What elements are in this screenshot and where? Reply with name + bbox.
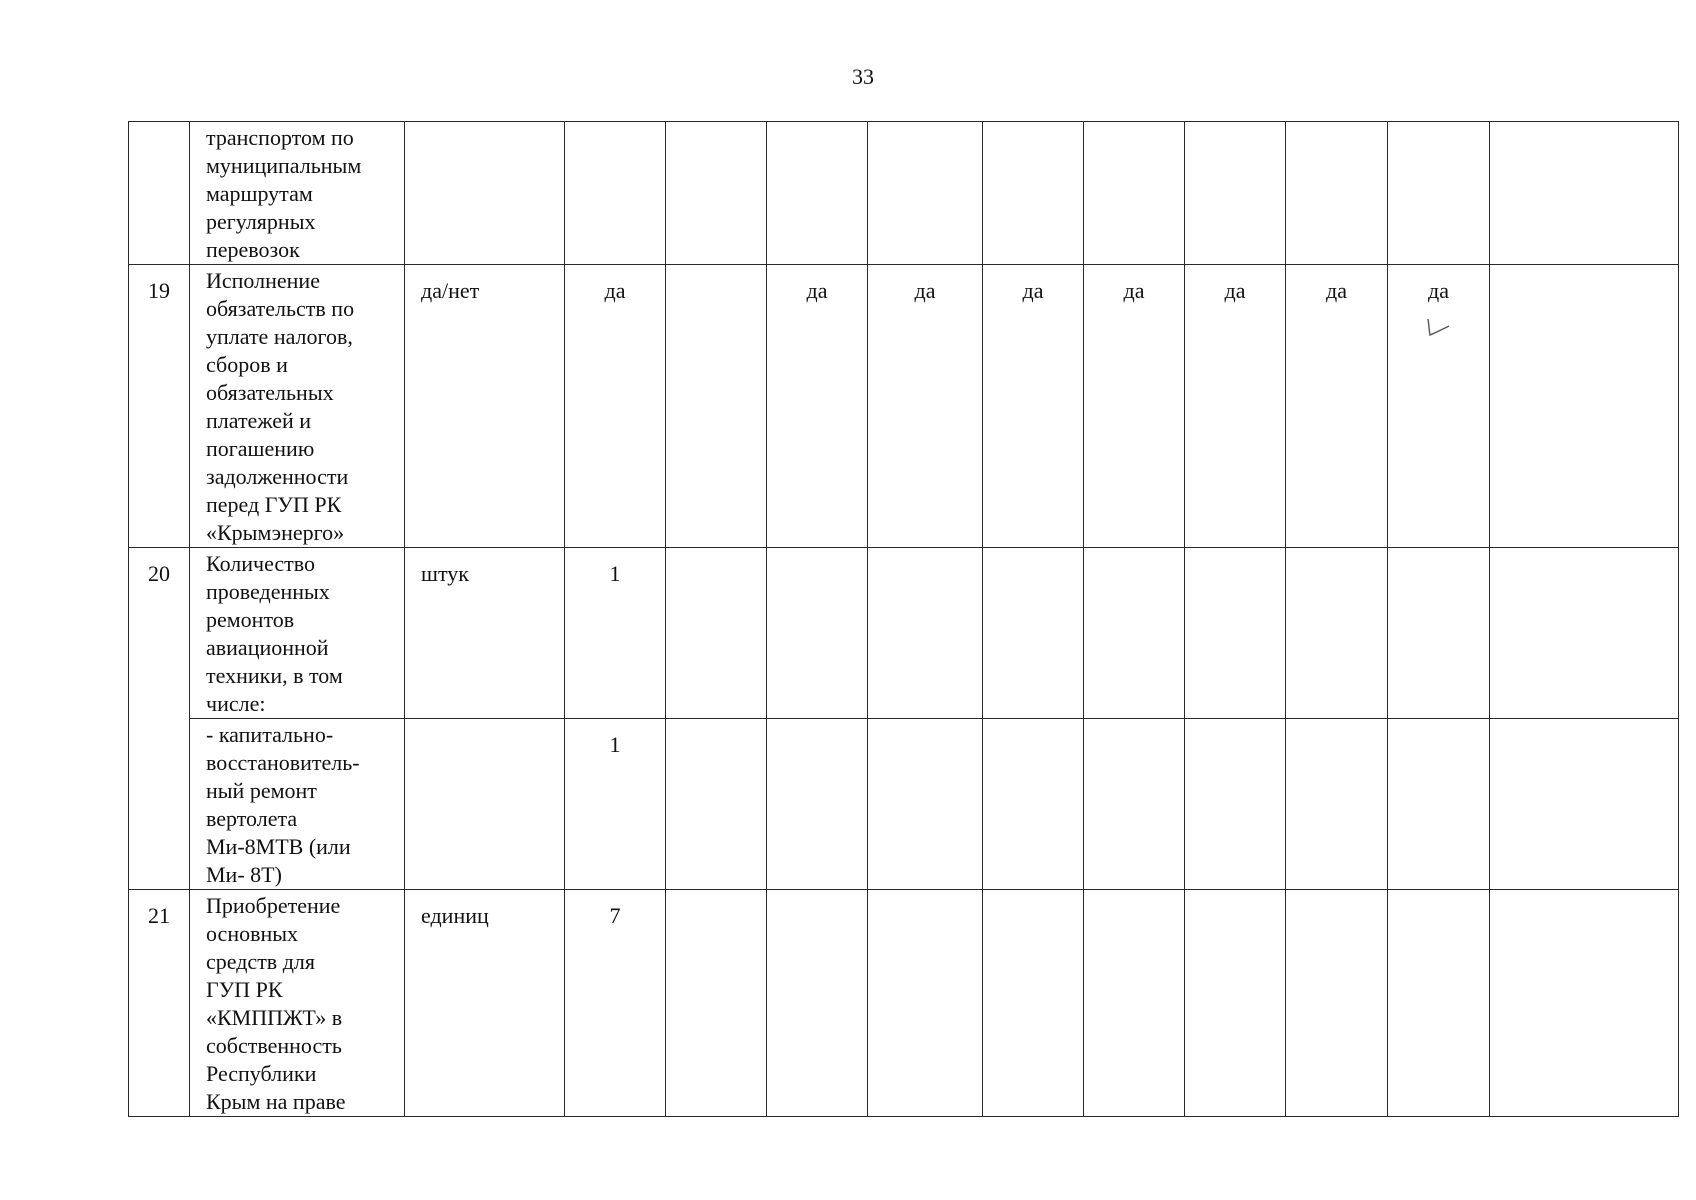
indicator-name xyxy=(190,548,405,719)
indicator-name-line: платежей и xyxy=(206,408,312,433)
value-cell: да xyxy=(1185,265,1286,548)
value-cell xyxy=(868,890,983,1117)
value-cell xyxy=(1388,548,1490,719)
indicator-name-line: ный ремонт xyxy=(206,778,317,803)
value-cell xyxy=(1388,122,1490,265)
value-cell xyxy=(1490,265,1679,548)
value-cell xyxy=(1185,719,1286,890)
indicator-name-line: перед ГУП РК xyxy=(206,492,342,517)
indicator-name-line: проведенных xyxy=(206,579,330,604)
value-cell xyxy=(767,719,868,890)
value-cell xyxy=(1084,719,1185,890)
value-cell: да xyxy=(1084,265,1185,548)
indicator-name-line: восстановитель- xyxy=(206,750,360,775)
indicator-name-line: собственность xyxy=(206,1033,342,1058)
indicator-name-line: уплате налогов, xyxy=(206,324,353,349)
value-cell xyxy=(1490,122,1679,265)
table-row xyxy=(129,719,1679,890)
unit-cell: да/нет xyxy=(405,265,565,548)
value-cell xyxy=(666,265,767,548)
indicator-name-line: «Крымэнерго» xyxy=(206,520,345,545)
indicator-name-line: Количество xyxy=(206,551,316,576)
value-cell: да xyxy=(565,265,666,548)
value-cell xyxy=(1286,122,1388,265)
indicator-name-line: основных xyxy=(206,921,299,946)
value-cell xyxy=(1286,719,1388,890)
unit-cell: единиц xyxy=(405,890,565,1117)
indicator-name-line: техники, в том xyxy=(206,663,343,688)
indicator-name-line: погашению xyxy=(206,436,315,461)
value-cell xyxy=(1084,890,1185,1117)
table-row xyxy=(129,122,1679,265)
row-number: 21 xyxy=(129,890,190,1117)
indicator-name-line: муниципальным xyxy=(206,153,362,178)
indicator-name-line: маршрутам xyxy=(206,181,313,206)
value-cell xyxy=(666,890,767,1117)
value-cell xyxy=(666,548,767,719)
indicator-name xyxy=(190,122,405,265)
value-cell: да xyxy=(1388,265,1490,548)
value-cell xyxy=(767,890,868,1117)
value-cell xyxy=(1388,719,1490,890)
value-cell: 1 xyxy=(565,719,666,890)
value-cell xyxy=(666,122,767,265)
unit-cell xyxy=(405,719,565,890)
value-cell: 1 xyxy=(565,548,666,719)
indicator-name-line: Исполнение xyxy=(206,268,320,293)
indicator-name-line: авиационной xyxy=(206,635,329,660)
indicator-name-line: обязательств по xyxy=(206,296,355,321)
table-row xyxy=(129,548,1679,719)
indicator-name-line: транспортом по xyxy=(206,125,354,150)
value-cell xyxy=(1286,548,1388,719)
row-number: 20 xyxy=(129,548,190,890)
value-cell: да xyxy=(983,265,1084,548)
check-mark-icon xyxy=(1425,317,1453,339)
value-cell xyxy=(868,122,983,265)
value-cell xyxy=(868,719,983,890)
indicator-name-line: Крым на праве xyxy=(206,1089,346,1114)
row-number: 19 xyxy=(129,265,190,548)
value-cell xyxy=(1084,122,1185,265)
value-cell xyxy=(1185,122,1286,265)
indicator-name-line: обязательных xyxy=(206,380,334,405)
indicator-name-line: средств для xyxy=(206,949,315,974)
indicator-name-line: Приобретение xyxy=(206,893,341,918)
value-cell xyxy=(1084,548,1185,719)
value-cell xyxy=(983,890,1084,1117)
indicator-name-line: ремонтов xyxy=(206,607,295,632)
value-cell xyxy=(767,548,868,719)
indicator-name-line: вертолета xyxy=(206,806,298,831)
value-cell xyxy=(1388,890,1490,1117)
value-cell: 7 xyxy=(565,890,666,1117)
table-row xyxy=(129,890,1679,1117)
unit-cell: штук xyxy=(405,548,565,719)
indicator-name-line: ГУП РК xyxy=(206,977,283,1002)
indicator-name-line: Республики xyxy=(206,1061,317,1086)
value-cell: да xyxy=(767,265,868,548)
indicator-name-line: Ми- 8Т) xyxy=(206,862,282,887)
value-cell xyxy=(565,122,666,265)
value-cell xyxy=(1490,719,1679,890)
page-number: 33 xyxy=(852,64,874,89)
indicator-name xyxy=(190,265,405,548)
indicator-name-line: перевозок xyxy=(206,237,300,262)
unit-cell xyxy=(405,122,565,265)
indicator-name-line: задолженности xyxy=(206,464,349,489)
value-cell xyxy=(666,719,767,890)
value-cell xyxy=(767,122,868,265)
indicator-table xyxy=(128,121,1679,1117)
value-cell: да xyxy=(868,265,983,548)
table-row xyxy=(129,265,1679,548)
indicator-name xyxy=(190,890,405,1117)
indicator-name-line: «КМППЖТ» в xyxy=(206,1005,343,1030)
value-cell xyxy=(1286,890,1388,1117)
value-cell xyxy=(983,548,1084,719)
indicator-name-line: Ми-8МТВ (или xyxy=(206,834,351,859)
value-cell xyxy=(1490,548,1679,719)
value-cell: да xyxy=(1286,265,1388,548)
indicator-name xyxy=(190,719,405,890)
row-number xyxy=(129,122,190,265)
value-cell xyxy=(983,122,1084,265)
value-cell xyxy=(983,719,1084,890)
value-cell xyxy=(1185,548,1286,719)
indicator-name-line: - капитально- xyxy=(206,722,334,747)
indicator-name-line: числе: xyxy=(206,691,266,716)
value-cell xyxy=(868,548,983,719)
indicator-name-line: сборов и xyxy=(206,352,288,377)
indicator-name-line: регулярных xyxy=(206,209,316,234)
value-cell xyxy=(1490,890,1679,1117)
value-cell xyxy=(1185,890,1286,1117)
